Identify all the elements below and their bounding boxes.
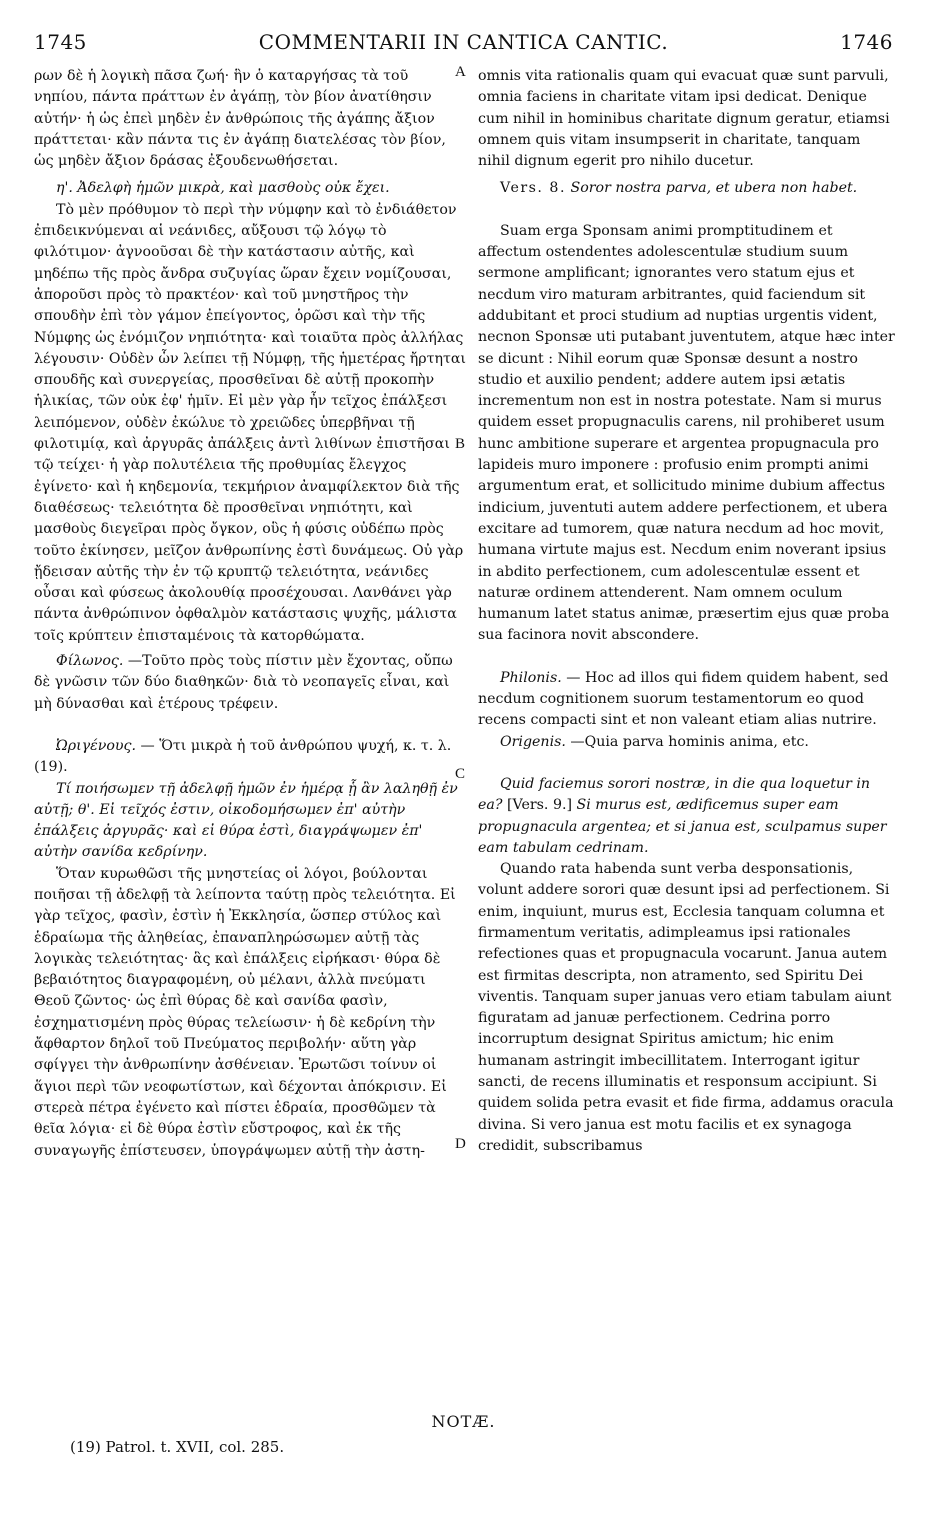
page-number-right: 1746	[840, 30, 893, 54]
greek-paragraph-3: Ὅταν κυρωθῶσι τῆς μνηστείας οἱ λόγοι, βούλονται ποιῆσαι τῇ ἀδελφῇ τὰ λείποντα ταύτῃ πρὸς τελειότητα. Εἰ γὰρ τεῖχος, φασὶν, ἐστὶν ἡ Ἐκκλησία, ὥσπερ στύλος καὶ ἑδραίωμα τῆς ἀληθείας, ἐπαναπληρώσωμεν αὐτῇ τὰς λογικὰς τελειότητας· ἃς καὶ ἐπάλξεις εἰρήκασι· θύρα δὲ βεβαιότητος διαγραφομένη, οὐ μέλανι, ἀλλὰ πνεύματι Θεοῦ ζῶντος· ὡς ἐπὶ θύρας δὲ καὶ σανίδα φασὶν, ἐσχηματισμένη πρὸς θύρας τελείωσιν· ἡ δὲ κεδρίνη τὴν ἄφθαρτον δηλοῖ τοῦ Πνεύματος περιβολήν· αὕτη γὰρ σφίγγει τὴν ἀνθρωπίνην ἀσθένειαν. Ἐρωτῶσι τοίνυν οἱ ἅγιοι περὶ τῶν νεοφωτίστων, καὶ δέχονται ἀπόκρισιν. Εἰ στερεὰ πέτρα ἐγένετο καὶ πίστει ἑδραία, προσθῶμεν τὰ θεῖα λόγια· εἰ δὲ θύρα ἐστὶν εὔστροφος, καὶ ἐκ τῆς συναγωγῆς ἐπίστευσεν, ὑπογράψωμεν αὐτῇ τὴν ἀστη-	[34, 865, 456, 1159]
latin-philon-label: Philonis.	[500, 669, 562, 686]
margin-marker-b: B	[455, 436, 466, 452]
latin-origen	[478, 732, 896, 753]
greek-verse-8: η'. Ἀδελφὴ ἡμῶν μικρὰ, καὶ μασθοὺς οὐκ ἔχει.	[56, 180, 390, 197]
latin-vers8-label: Vers. 8.	[500, 180, 566, 197]
latin-verse-9-ref: [Vers. 9.]	[506, 797, 573, 814]
greek-philon-label: Φίλωνος.	[56, 653, 124, 670]
page-header	[34, 30, 893, 60]
latin-verse-9	[478, 774, 896, 859]
page-number-left: 1745	[34, 30, 87, 54]
greek-verse-9: Τί ποιήσωμεν τῇ ἀδελφῇ ἡμῶν ἐν ἡμέρᾳ ᾗ ἂν λαληθῇ ἐν αὐτῇ; θ'. Εἰ τεῖχός ἐστιν, οἰκοδομήσωμεν ἐπ' αὐτὴν ἐπάλξεις ἀργυρᾶς· καὶ εἰ θύρα ἐστὶ, διαγράψωμεν ἐπ' αὐτὴν σανίδα κεδρίνην.	[34, 780, 458, 861]
greek-philon-text: —Τοῦτο πρὸς τοὺς πίστιν μὲν ἔχοντας, οὔπω δὲ γνῶσιν τῶν δύο διαθηκῶν· διὰ τὸ νεοπαγεῖς εἶναι, καὶ μὴ δύνασθαι καὶ ἑτέρους τρέφειν.	[34, 653, 453, 712]
greek-column	[34, 66, 466, 1162]
latin-origen-label: Origenis.	[500, 733, 566, 750]
notes-heading: NOTÆ.	[431, 1412, 496, 1431]
latin-paragraph-1: omnis vita rationalis quam qui evacuat quæ sunt parvuli, omnia faciens in charitate vitam ipsi dedicat. Denique cum nihil in hominibus charitate dignum geratur, etiamsi omnem quis vitam insumpserit in charitate, tanquam nihil dignum egerit pro nihilo ducetur.	[478, 68, 890, 170]
latin-paragraph-3: Quando rata habenda sunt verba desponsationis, volunt addere sorori quæ desunt ipsi ad perfectionem. Si enim, inquiunt, murus est, Ecclesia tanquam columna et firmamentum veritatis, adimpleamus ipsi rationales refectiones quas et propugnacula vocarunt. Janua autem est firmitas descripta, non atramento, sed Spiritu Dei viventis. Tanquam super januas vero etiam tabulam aiunt figuratam ad januæ perfectionem. Cedrina porro incorruptum designat Spiritus amictum; hic enim humanam astringit imbecillitatem. Interrogant igitur sancti, de recens illuminatis et responsum accipiunt. Si quidem solida petra evasit et fide firma, addamus oracula divina. Si vero janua est motu facilis et ex synagoga credidit, subscribamus	[478, 861, 894, 1154]
latin-philon-text: — Hoc ad illos qui fidem quidem habent, sed necdum cognitionem suorum testamentorum eo quod recens compacti sint et non valeant etiam alias nutrire.	[478, 669, 889, 729]
margin-marker-d: D	[455, 1136, 466, 1152]
greek-paragraph-2: Τὸ μὲν πρόθυμον τὸ περὶ τὴν νύμφην καὶ τὸ ἐνδιάθετον ἐπιδεικνύμεναι αἱ νεάνιδες, αὔξουσι τῷ λόγῳ τὸ φιλότιμον· ἀγνοοῦσαι δὲ τὴν κατάστασιν αὐτῆς, καὶ μηδέπω τῆς πρὸς ἄνδρα συζυγίας ὥραν ἔχειν νομίζουσαι, ἀποροῦσι πρὸς τὸ πρακτέον· καὶ τοῦ μνηστῆρος τὴν σπουδὴν ἐπὶ τὸν γάμον ἐπείγοντος, ὁρῶσι καὶ τὴν τῆς Νύμφης ὡς ἐνόμιζον νηπιότητα· καὶ τοιαῦτα πρὸς ἀλλήλας λέγουσιν· Οὐδὲν ὧν λείπει τῇ Νύμφῃ, τῆς ἡμετέρας ἤρτηται σπουδῆς καὶ συνεργείας, προσθεῖναι δὲ αὐτῇ προκοπὴν ἡλικίας, τῶν οὐκ ἐφ' ἡμῖν. Εἰ μὲν γὰρ ἦν τεῖχος ἐπάλξεσι λειπόμενον, οὐδὲν ἐκώλυε τὸ χρειῶδες ὑπερβῆναι τῇ φιλοτιμίᾳ, καὶ ἀργυρᾶς ἀπάλξεις ἀντὶ λιθίνων ἐπιστῆσαι τῷ τείχει· ἡ γὰρ πολυτέλεια τῆς προθυμίας ἔλεγχος ἐγίνετο· καὶ ἡ κηδεμονία, τεκμήριον ἀναμφίλεκτον διὰ τῆς διαθέσεως· τελειότητα δὲ προσθεῖναι νηπιότητι, καὶ μασθοὺς διεγεῖραι πρὸς ὄγκον, οὓς ἡ φύσις οὐδέπω πρὸς τοῦτο ἐκίνησεν, μεῖζον ἀνθρωπίνης ἐστὶ δυνάμεως. Οὐ γὰρ ᾔδεισαν αὐτῆς τὴν ἐν τῷ κρυπτῷ τελειότητα, νεάνιδες οὖσαι καὶ φύσεως ἀκολουθίᾳ προσέχουσαι. Λανθάνει γὰρ πάντα ἀνθρώπινον ὀφθαλμὸν κατάστασις ψυχῆς, μάλιστα τοῖς κρύπτειν ἐπισταμένοις τὰ κατορθώματα.	[34, 201, 466, 644]
margin-marker-c: C	[455, 766, 466, 782]
greek-philon	[34, 651, 466, 715]
greek-origen-text: — Ὅτι μικρὰ ἡ τοῦ ἀνθρώπου ψυχή, κ. τ. λ. (19).	[34, 737, 452, 776]
running-title: COMMENTARII IN CANTICA CANTIC.	[258, 30, 669, 54]
greek-origen	[34, 736, 466, 779]
latin-vers8-text: Soror nostra parva, et ubera non habet.	[570, 180, 858, 197]
greek-paragraph-1: ρων δὲ ἡ λογικὴ πᾶσα ζωή· ἣν ὁ καταργήσας τὰ τοῦ νηπίου, πάντα πράττων ἐν ἀγάπῃ, τὸν βίον ἀνατίθησιν αὐτήν· ἡ ὡς ἐπεὶ μηδὲν ἐν ἀνθρώποις τῆς ἀγάπης ἄξιον πράττεται· κἂν πάντα τις ἐν ἀγάπῃ διατελέσας τὸν βίον, ὡς μηδὲν ἄξιον δράσας ἐξουδενωθήσεται.	[34, 68, 446, 170]
footnote-19: (19) Patrol. t. XVII, col. 285.	[70, 1438, 285, 1456]
latin-verse-9-b: Si murus est, ædificemus super eam propugnacula argentea; et si janua est, sculpamus super eam tabulam cedrinam.	[478, 797, 887, 856]
greek-origen-label: Ὠριγένους.	[56, 737, 137, 754]
margin-marker-a: A	[455, 64, 466, 80]
latin-philon	[478, 668, 896, 732]
latin-verse-9-a: Quid faciemus sorori nostræ, in die qua loquetur in ea?	[478, 775, 871, 814]
latin-origen-text: —Quia parva hominis anima, etc.	[570, 733, 809, 750]
latin-verse-8	[478, 178, 896, 199]
latin-paragraph-2: Suam erga Sponsam animi promptitudinem et affectum ostendentes adolescentulæ studium suum sermone amplificant; ignorantes vero statum ejus et necdum viro maturam arbitrantes, quid faciendum sit addubitant et proci studium ad nuptias urgentis vident, necnon Sponsæ uti putabant juventutem, atque hæc inter se dicunt : Nihil eorum quæ Sponsæ desunt a nostro studio et auxilio pendent; addere autem ipsi ætatis incrementum non est in nostra potestate. Nam si murus quidem esset propugnaculis carens, nil prohiberet usum hunc ambitione superare et argentea propugnacula pro lapideis muro imponere : profusio enim prompti animi argumentum erat, et sollicitudo minime dubium affectus indicium, juventuti autem addere perfectionem, et ubera excitare ad tumorem, quæ natura necdum ad hoc movit, humana virtute majus est. Necdum enim noverant ipsius in abdito perfectionem, cum adolescentulæ essent et naturæ ordinem attenderent. Nam omnem oculum humanum latet status animæ, præsertim ejus quæ proba sua facinora novit abscondere.	[478, 222, 895, 644]
latin-column	[478, 66, 896, 1157]
